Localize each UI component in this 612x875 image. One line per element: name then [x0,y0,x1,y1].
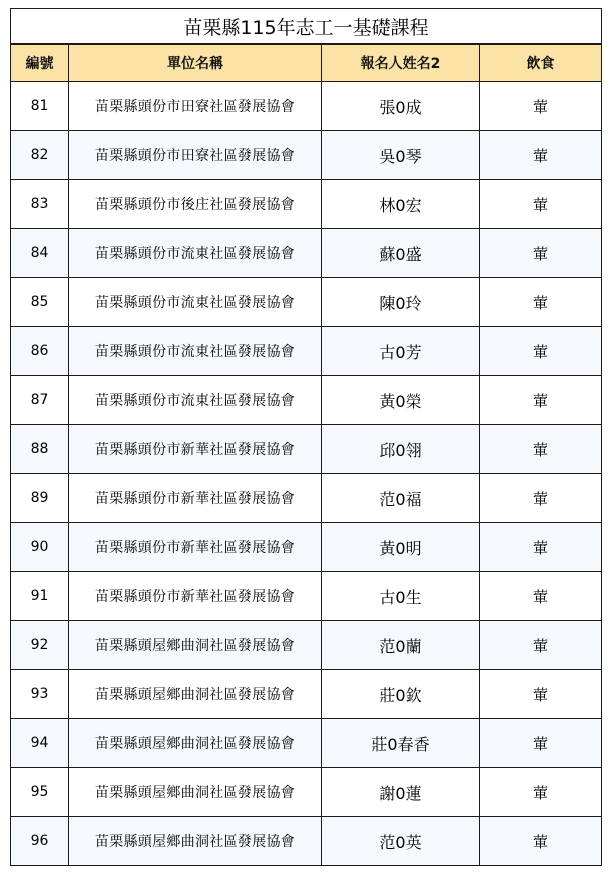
cell-number: 85 [11,278,69,327]
cell-number: 95 [11,768,69,817]
cell-registrant-name: 邱0翎 [322,425,480,474]
cell-number: 92 [11,621,69,670]
cell-diet: 葷 [480,572,602,621]
cell-unit-name: 苗栗縣頭份市田寮社區發展協會 [69,82,322,131]
cell-registrant-name: 古0生 [322,572,480,621]
cell-number: 88 [11,425,69,474]
cell-diet: 葷 [480,278,602,327]
cell-unit-name: 苗栗縣頭屋鄉曲洞社區發展協會 [69,621,322,670]
cell-diet: 葷 [480,376,602,425]
cell-number: 81 [11,82,69,131]
cell-unit-name: 苗栗縣頭份市後庄社區發展協會 [69,180,322,229]
cell-unit-name: 苗栗縣頭份市流東社區發展協會 [69,229,322,278]
table-row [11,376,602,425]
cell-number: 91 [11,572,69,621]
cell-number: 87 [11,376,69,425]
table-row [11,572,602,621]
cell-diet: 葷 [480,327,602,376]
cell-unit-name: 苗栗縣頭份市田寮社區發展協會 [69,131,322,180]
header-registrant-name: 報名人姓名2 [322,44,480,82]
cell-registrant-name: 范0英 [322,817,480,866]
cell-number: 84 [11,229,69,278]
table-row [11,621,602,670]
table-row [11,670,602,719]
cell-registrant-name: 蘇0盛 [322,229,480,278]
cell-diet: 葷 [480,719,602,768]
cell-number: 82 [11,131,69,180]
header-diet: 飲食 [480,44,602,82]
header-number: 編號 [11,44,69,82]
table-row [11,180,602,229]
cell-diet: 葷 [480,523,602,572]
cell-diet: 葷 [480,180,602,229]
table-row [11,327,602,376]
table-row [11,278,602,327]
cell-diet: 葷 [480,82,602,131]
cell-unit-name: 苗栗縣頭份市新華社區發展協會 [69,474,322,523]
cell-number: 94 [11,719,69,768]
cell-registrant-name: 陳0玲 [322,278,480,327]
cell-registrant-name: 謝0蓮 [322,768,480,817]
table-row [11,768,602,817]
table-body [11,82,602,866]
table-row [11,229,602,278]
cell-number: 93 [11,670,69,719]
cell-number: 90 [11,523,69,572]
cell-diet: 葷 [480,229,602,278]
cell-number: 89 [11,474,69,523]
cell-unit-name: 苗栗縣頭份市新華社區發展協會 [69,572,322,621]
roster-table [10,8,602,866]
cell-registrant-name: 范0蘭 [322,621,480,670]
cell-unit-name: 苗栗縣頭份市新華社區發展協會 [69,523,322,572]
cell-registrant-name: 莊0春香 [322,719,480,768]
table-row [11,523,602,572]
table-row [11,425,602,474]
cell-diet: 葷 [480,670,602,719]
cell-registrant-name: 古0芳 [322,327,480,376]
title-row [11,9,602,45]
cell-unit-name: 苗栗縣頭屋鄉曲洞社區發展協會 [69,719,322,768]
sheet-title: 苗栗縣115年志工一基礎課程 [11,9,602,45]
header-row [11,44,602,82]
cell-diet: 葷 [480,425,602,474]
cell-number: 83 [11,180,69,229]
cell-unit-name: 苗栗縣頭屋鄉曲洞社區發展協會 [69,670,322,719]
cell-unit-name: 苗栗縣頭份市流東社區發展協會 [69,327,322,376]
cell-number: 96 [11,817,69,866]
cell-unit-name: 苗栗縣頭份市流東社區發展協會 [69,278,322,327]
cell-number: 86 [11,327,69,376]
cell-diet: 葷 [480,621,602,670]
cell-registrant-name: 莊0欽 [322,670,480,719]
cell-registrant-name: 黃0榮 [322,376,480,425]
cell-registrant-name: 張0成 [322,82,480,131]
header-unit-name: 單位名稱 [69,44,322,82]
cell-unit-name: 苗栗縣頭屋鄉曲洞社區發展協會 [69,817,322,866]
cell-diet: 葷 [480,131,602,180]
cell-diet: 葷 [480,768,602,817]
table-row [11,719,602,768]
table-row [11,474,602,523]
cell-registrant-name: 范0福 [322,474,480,523]
cell-registrant-name: 吳0琴 [322,131,480,180]
table-row [11,131,602,180]
cell-registrant-name: 林0宏 [322,180,480,229]
cell-diet: 葷 [480,474,602,523]
cell-diet: 葷 [480,817,602,866]
table-row [11,817,602,866]
cell-unit-name: 苗栗縣頭屋鄉曲洞社區發展協會 [69,768,322,817]
cell-unit-name: 苗栗縣頭份市流東社區發展協會 [69,376,322,425]
cell-unit-name: 苗栗縣頭份市新華社區發展協會 [69,425,322,474]
cell-registrant-name: 黃0明 [322,523,480,572]
table-row [11,82,602,131]
